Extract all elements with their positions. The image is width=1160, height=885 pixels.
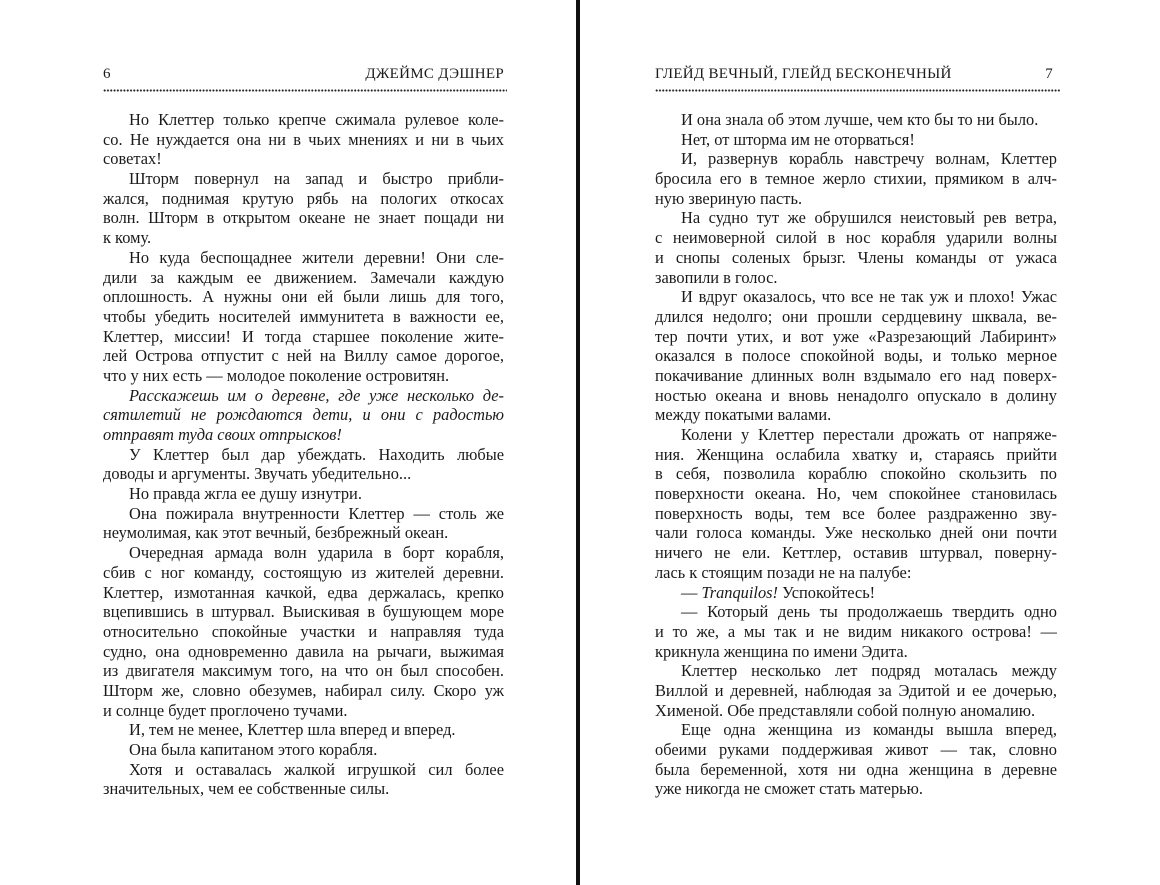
text-line: Колени у Клеттер перестали дрожать от напряже- (681, 425, 1057, 444)
text-line: Но Клеттер только крепче сжимала рулевое коле- (129, 110, 504, 129)
text-line: На судно тут же обрушился неистовый рев ветра, (681, 208, 1057, 228)
paragraph (103, 386, 504, 445)
text-line: сятилетий не рождаются дети, и они с радостью (103, 405, 504, 425)
text-line: Клеттер, миссии! И тогда старшее поколение жите- (103, 326, 504, 346)
text-line: неумолимая, как этот вечный, безбрежный океан. (103, 523, 449, 543)
paragraph (655, 661, 1057, 720)
text-line: ную звериную пасть. (655, 188, 803, 208)
text-line: с неимоверной силой в нос корабля ударили волны (655, 228, 1057, 248)
paragraph (103, 543, 504, 720)
paragraph (655, 287, 1057, 425)
text-line: Она пожирала внутренности Клеттер — столь же (129, 503, 504, 523)
paragraph (103, 248, 504, 386)
text-line: советах! (103, 149, 162, 169)
text-line: и то же, а мы так и не видим никакого острова! — (655, 621, 1057, 641)
text-segment: — (681, 582, 702, 602)
paragraph (655, 208, 1057, 287)
text-line: была беременной, хотя ни одна женщина в деревне (655, 759, 1057, 779)
paragraph (103, 740, 504, 760)
text-line: в себя, позволила кораблю спокойно скользить по (655, 464, 1057, 484)
text-line: лась к стоящим позади не на палубе: (655, 562, 912, 582)
text-segment: Успокойтесь! (778, 582, 876, 602)
text-line: Нет, от шторма им не оторваться! (681, 129, 915, 149)
text-line: — Который день ты продолжаешь твердить одно (681, 602, 1057, 622)
text-line: чали голоса команды. Уже несколько дней они почти (655, 523, 1057, 543)
text-line: бросила его в темное жерло стихии, прямиком в алч- (655, 169, 1057, 189)
text-line: отправят туда своих отпрысков! (103, 425, 342, 444)
header-dotted-rule (655, 89, 1060, 92)
text-line: уже никогда не сможет стать матерью. (655, 779, 923, 799)
paragraph (655, 149, 1057, 208)
paragraph (655, 720, 1057, 799)
header-dotted-rule (103, 89, 507, 92)
text-line: относительно спокойные участки и направляя туда (103, 621, 504, 641)
paragraph (655, 583, 1057, 603)
text-line: доводы и аргументы. Звучать убедительно... (103, 464, 412, 484)
right-page-header (655, 66, 1057, 86)
paragraph (103, 110, 504, 169)
text-line: оплошность. А нужны они ей были лишь для того, (103, 287, 504, 307)
text-line: тер почти утих, и вот уже «Разрезающий Лабиринт» (655, 326, 1057, 346)
paragraph (103, 169, 504, 248)
paragraph (655, 425, 1057, 583)
text-line: Очередная армада волн ударила в борт корабля, (129, 543, 504, 563)
text-line: обеими руками поддерживая живот — так, словно (655, 740, 1057, 759)
text-line: Расскажешь им о деревне, где уже несколько де- (129, 385, 504, 405)
text-line: поверхности океана. Но, чем спокойнее становилась (655, 484, 1057, 504)
text-line: Но правда жгла ее душу изнутри. (129, 484, 362, 504)
text-line: И она знала об этом лучше, чем кто бы то ни было. (681, 110, 1039, 129)
page-body (655, 110, 1057, 799)
text-line: Но куда беспощаднее жители деревни! Они сле- (129, 247, 504, 267)
left-page (103, 0, 504, 885)
text-line: покачивание длинных волн вздымало его над поверх- (655, 365, 1057, 385)
page-body (103, 110, 504, 799)
running-head-author: ДЖЕЙМС ДЭШНЕР (365, 66, 504, 82)
text-line: значительных, чем ее собственные силы. (103, 779, 390, 799)
paragraph (103, 504, 504, 543)
text-line (655, 583, 1057, 603)
text-line: к кому. (103, 228, 152, 248)
page-number: 7 (1045, 66, 1053, 82)
paragraph (103, 720, 504, 740)
text-line: вцепившись в штурвал. Выискивая в бушующем море (103, 602, 504, 622)
text-line: поверхность воды, тем все более раздраженно зву- (655, 503, 1057, 523)
text-line: дили за каждым ее движением. Замечали каждую (103, 267, 504, 287)
text-line: Шторм же, словно обезумев, набирал силу. Скоро уж (103, 680, 504, 700)
text-line: Хотя и оставалась жалкой игрушкой сил более (129, 759, 504, 779)
text-line: из двигателя максимум того, на что он был способен. (103, 661, 504, 681)
right-page (655, 0, 1057, 885)
text-line: длился недолго; они прошли сердцевину шквала, ве- (655, 306, 1057, 326)
text-line: и снопы соленых брызг. Члены команды от ужаса (655, 247, 1057, 267)
text-line: оказался в полосе спокойной воды, и только мерное (655, 346, 1057, 366)
paragraph (103, 484, 504, 504)
paragraph (655, 602, 1057, 661)
text-line: завопили в голос. (655, 267, 778, 287)
text-line: ния. Женщина ослабила хватку и, стараясь прийти (655, 444, 1057, 464)
text-line: что у них есть — молодое поколение островитян. (103, 365, 450, 385)
text-line: крикнула женщина по имени Эдита. (655, 641, 908, 661)
text-line: И, развернув корабль навстречу волнам, Клеттер (681, 149, 1057, 169)
text-line: И вдруг оказалось, что все не так уж и плохо! Ужас (681, 287, 1057, 307)
running-head-title: ГЛЕЙД ВЕЧНЫЙ, ГЛЕЙД БЕСКОНЕЧНЫЙ (655, 66, 952, 82)
book-spine-divider (576, 0, 580, 885)
text-line: ностью океана и вновь ненадолго опускало в долину (655, 385, 1057, 405)
text-line: Клеттер несколько лет подряд моталась между (681, 661, 1057, 681)
text-line: У Клеттер был дар убеждать. Находить любые (129, 444, 504, 464)
text-line: ничего не ели. Кеттлер, оставив штурвал, поверну- (655, 543, 1057, 563)
paragraph (655, 110, 1057, 130)
text-line: И, тем не менее, Клеттер шла вперед и вперед. (129, 720, 456, 740)
text-line: сбив с ног команду, состоящую из жителей деревни. (103, 562, 504, 582)
text-line: между покатыми валами. (655, 405, 832, 425)
text-line: лей Острова отпустит с ней на Виллу самое дорогое, (103, 346, 504, 366)
page-number: 6 (103, 66, 111, 82)
text-line: жался, поднимая крутую рябь на пологих откосах (103, 188, 504, 208)
left-page-header (103, 66, 504, 86)
text-line: Еще одна женщина из команды вышла вперед, (681, 720, 1057, 740)
text-line: Хименой. Обе представляли собой полную аномалию. (655, 700, 1036, 720)
paragraph (655, 130, 1057, 150)
text-line: Шторм повернул на запад и быстро прибли- (129, 169, 504, 189)
paragraph (103, 760, 504, 799)
text-line: Виллой и деревней, наблюдая за Эдитой и ее дочерью, (655, 680, 1057, 700)
text-line: Клеттер, измотанная качкой, едва держалась, крепко (103, 582, 504, 602)
italic-text: Tranquilos! (701, 582, 779, 602)
text-line: Она была капитаном этого корабля. (129, 740, 378, 759)
text-line: и солнце будет проглочено тучами. (103, 700, 348, 720)
text-line: чтобы убедить носителей иммунитета в важности ее, (103, 306, 504, 326)
paragraph (103, 445, 504, 484)
text-line: со. Не нуждается она ни в чьих мнениях и ни в чьих (103, 129, 504, 149)
text-line: судно, она одновременно давила на рычаги, выжимая (103, 641, 504, 661)
text-line: волн. Шторм в открытом океане не знает пощади ни (103, 208, 504, 228)
